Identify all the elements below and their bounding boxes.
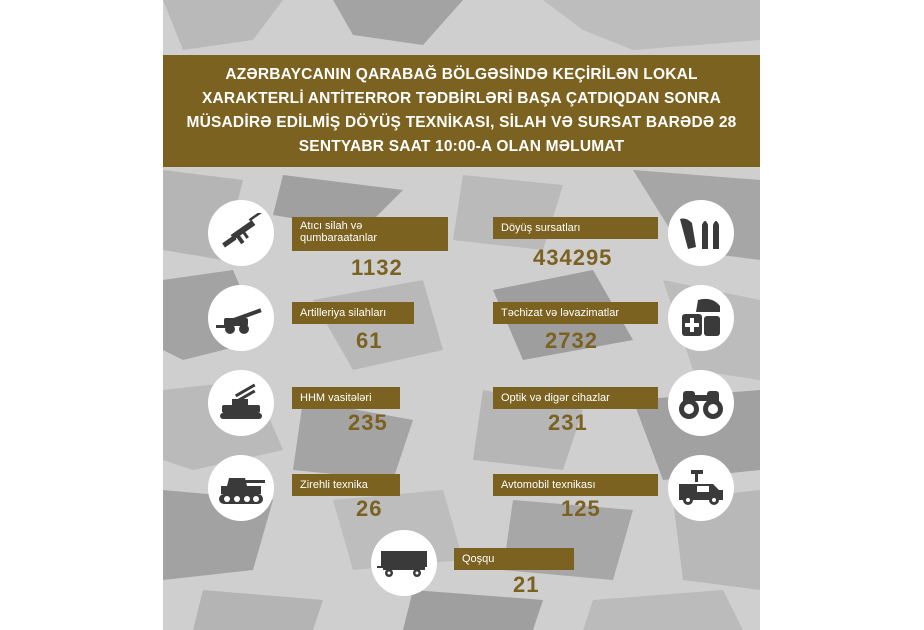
label-artillery (292, 302, 414, 324)
military-vehicle-icon (668, 455, 734, 521)
binoculars-icon (668, 370, 734, 436)
label-optics-text: Optik və digər cihazlar (501, 392, 610, 404)
page-title: AZƏRBAYCANIN QARABAĞ BÖLGƏSİNDƏ KEÇİRİLƏN LOKAL XARAKTERLİ ANTİTERROR TƏDBİRLƏRİ BAŞA ÇATDIQDAN SONRA MÜSADİRƏ EDİLMİŞ DÖYÜŞ TEXNİKASI, SİLAH VƏ SURSAT BARƏDƏ 28 SENTYABR SAAT 10:00-A OLAN MƏLUMAT (186, 66, 737, 155)
label-trailers (454, 548, 574, 570)
value-vehicles: 125 (561, 496, 601, 521)
rifle-icon (208, 200, 274, 266)
label-artillery-text: Artilleriya silahları (300, 307, 387, 319)
header-banner (163, 55, 760, 167)
value-small-arms: 1132 (351, 255, 403, 280)
value-artillery: 61 (356, 328, 383, 353)
label-armored-text: Zirehli texnika (300, 479, 368, 491)
tank-icon (208, 455, 274, 521)
air-defense-icon (208, 370, 274, 436)
label-ammunition-text: Döyüş sursatları (501, 222, 581, 234)
value-air-defense: 235 (348, 410, 388, 435)
value-trailers: 21 (513, 572, 540, 597)
label-air-defense (292, 387, 400, 409)
value-armored: 26 (356, 496, 383, 521)
label-armored (292, 474, 400, 496)
trailer-icon (371, 530, 437, 596)
helmet-kit-icon (668, 285, 734, 351)
label-air-defense-text: HHM vasitələri (300, 392, 372, 404)
value-optics: 231 (548, 410, 588, 435)
label-ammunition (493, 217, 658, 239)
artillery-icon (208, 285, 274, 351)
label-optics (493, 387, 658, 409)
label-vehicles (493, 474, 658, 496)
infographic-panel (163, 0, 760, 630)
value-supplies: 2732 (545, 328, 598, 353)
label-vehicles-text: Avtomobil texnikası (501, 479, 596, 491)
label-small-arms-text: Atıcı silah və qumbaraatanlar (300, 220, 378, 244)
label-small-arms (292, 217, 448, 251)
label-supplies (493, 302, 658, 324)
label-trailers-text: Qoşqu (462, 553, 495, 565)
label-supplies-text: Təchizat və ləvazimatlar (501, 307, 619, 319)
value-ammunition: 434295 (533, 245, 613, 270)
ammunition-icon (668, 200, 734, 266)
